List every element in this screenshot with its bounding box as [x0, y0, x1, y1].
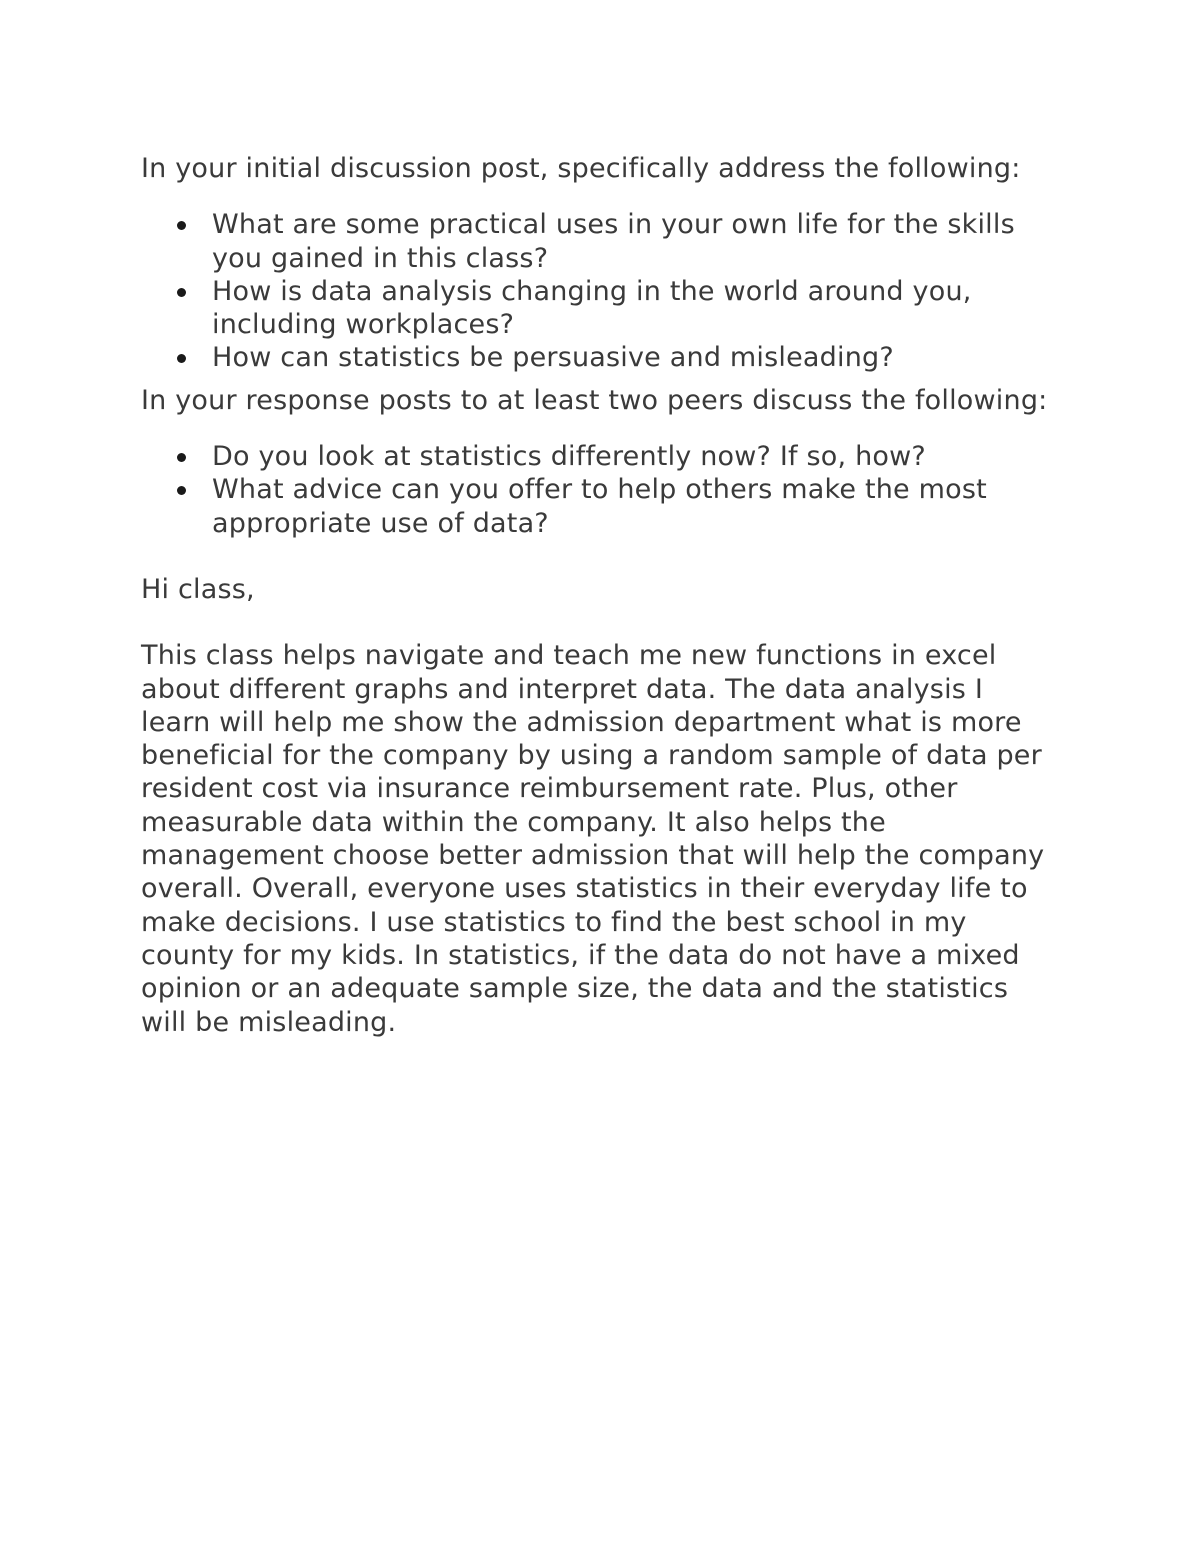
post-body: This class helps navigate and teach me new functions in excel about different graphs and interpret data. The data analysis I learn will help me show the admission department what is more beneficial for the company by using a random sample of data per resident cost via insurance reimbursement rate. Plus, other measurable data within the company. It also helps the management choose better admission that will help the company overall. Overall, everyone uses statistics in their everyday life to make decisions. I use statistics to find the best school in my county for my kids. In statistics, if the data do not have a mixed opinion or an adequate sample size, the data and the statistics will be misleading. — [141, 640, 1045, 1038]
initial-questions-list — [141, 208, 1061, 374]
question-text: How is data analysis changing in the world around you, including workplaces? — [212, 275, 972, 341]
response-post-prompt: In your response posts to at least two peers discuss the following: — [141, 384, 1048, 416]
initial-post-prompt: In your initial discussion post, specifically address the following: — [141, 153, 1021, 184]
bullet-icon — [177, 288, 186, 297]
question-text: How can statistics be persuasive and misleading? — [212, 342, 894, 374]
bullet-icon — [177, 221, 186, 230]
response-questions-list — [141, 440, 1061, 540]
list-item — [141, 440, 1061, 473]
list-item — [141, 275, 1061, 342]
greeting: Hi class, — [141, 573, 255, 605]
question-text: Do you look at statistics differently now? If so, how? — [212, 441, 926, 473]
bullet-icon — [177, 453, 186, 462]
question-text: What are some practical uses in your own life for the skills you gained in this class? — [212, 209, 1015, 274]
question-text: What advice can you offer to help others make the most appropriate use of data? — [212, 474, 987, 539]
list-item — [141, 208, 1061, 275]
bullet-icon — [177, 354, 186, 363]
list-item — [141, 341, 1061, 374]
list-item — [141, 473, 1061, 540]
bullet-icon — [177, 486, 186, 495]
document-content — [141, 152, 1061, 1039]
